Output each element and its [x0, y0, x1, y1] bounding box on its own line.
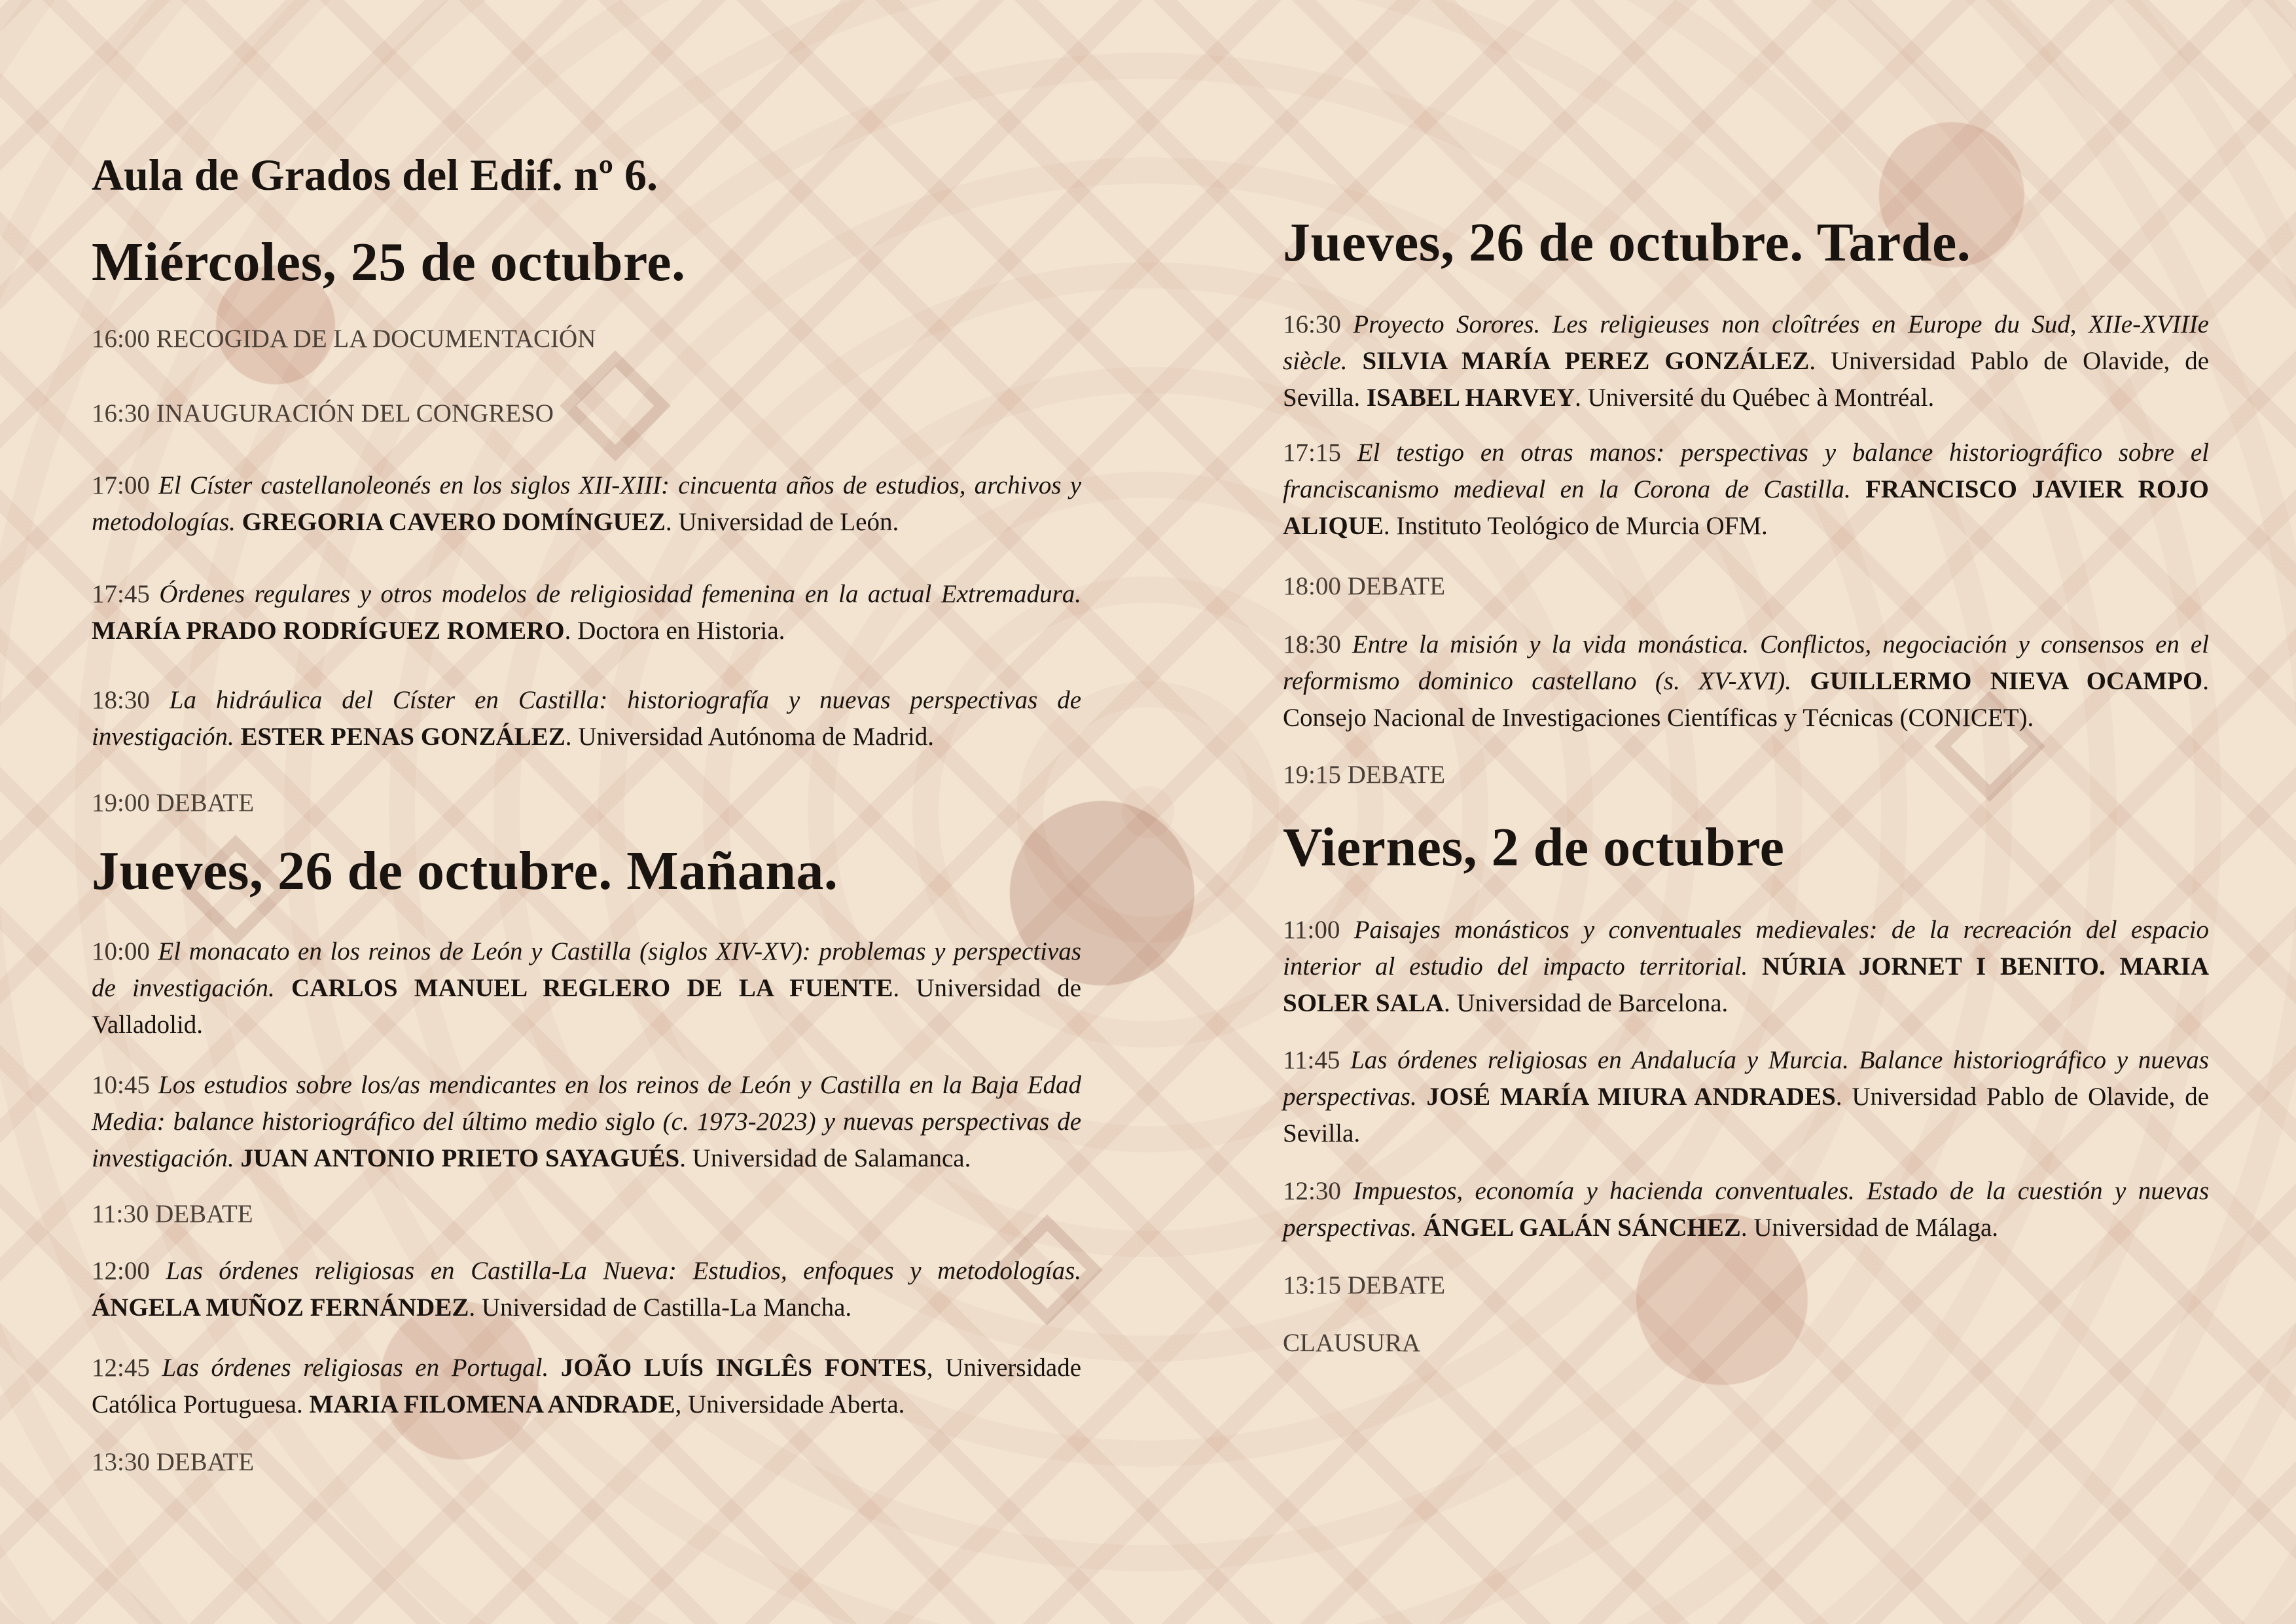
- speaker-name: MARIA SOLER SALA: [1283, 952, 2210, 1017]
- talk-time: 17:45: [92, 580, 150, 608]
- talk-title: Entre la misión y la vida monástica. Conflictos, negociación y consensos en el reformismo dominico castellano (s. XV-XVI).: [1283, 630, 2210, 695]
- talk-title: Las órdenes religiosas en Castilla-La Nueva: Estudios, enfoques y metodologías.: [166, 1257, 1081, 1285]
- talk-entry: [1283, 912, 2209, 1022]
- talk-entry: [92, 933, 1081, 1043]
- speaker-name: JUAN ANTONIO PRIETO SAYAGUÉS: [240, 1144, 680, 1172]
- talk-time: 16:30: [1283, 310, 1341, 338]
- talk-title: Impuestos, economía y hacienda conventuales. Estado de la cuestión y nuevas perspectivas.: [1283, 1177, 2210, 1242]
- talk-time: 18:30: [1283, 630, 1341, 659]
- speaker-name: CARLOS MANUEL REGLERO DE LA FUENTE: [291, 974, 893, 1002]
- speaker-name: NÚRIA JORNET I BENITO.: [1762, 952, 2106, 981]
- talk-title: Proyecto Sorores. Les religieuses non cloîtrées en Europe du Sud, XIIe-XVIIIe siècle.: [1283, 310, 2209, 375]
- talk-entry: [1283, 1173, 2209, 1246]
- speaker-affiliation: . Universidad de Barcelona.: [1444, 989, 1729, 1017]
- speaker-name: MARÍA PRADO RODRÍGUEZ ROMERO: [92, 617, 565, 645]
- talk-entry: [92, 467, 1081, 541]
- schedule-item: 18:00 DEBATE: [1283, 572, 1446, 600]
- speaker-name: ISABEL HARVEY: [1366, 384, 1575, 412]
- schedule-item: 11:30 DEBATE: [92, 1200, 253, 1228]
- speaker-affiliation: . Consejo Nacional de Investigaciones Científicas y Técnicas (CONICET).: [1283, 667, 2210, 732]
- talk-entry: [92, 576, 1081, 649]
- talk-time: 11:00: [1283, 916, 1340, 944]
- speaker-affiliation: , Universidade Aberta.: [675, 1390, 905, 1418]
- speaker-name: ÁNGEL GALÁN SÁNCHEZ: [1423, 1214, 1741, 1242]
- schedule-item: 13:30 DEBATE: [92, 1448, 255, 1476]
- talk-entry: [1283, 1042, 2209, 1152]
- talk-time: 18:30: [92, 686, 150, 714]
- speaker-name: GREGORIA CAVERO DOMÍNGUEZ: [242, 508, 666, 536]
- talk-time: 10:00: [92, 937, 150, 965]
- speaker-affiliation: . Doctora en Historia.: [564, 617, 785, 645]
- talk-entry: [1283, 306, 2209, 416]
- speaker-affiliation: . Universidad de León.: [665, 508, 899, 536]
- speaker-affiliation: . Universidad Pablo de Olavide, de Sevilla.: [1283, 347, 2210, 412]
- talk-title: El monacato en los reinos de León y Castilla (siglos XIV-XV): problemas y perspectivas de investigación.: [92, 937, 1081, 1002]
- schedule-item: 13:15 DEBATE: [1283, 1271, 1446, 1299]
- talk-title: La hidráulica del Císter en Castilla: historiografía y nuevas perspectivas de investigación.: [92, 686, 1082, 751]
- talk-entry: [92, 1067, 1081, 1177]
- talk-time: 12:45: [92, 1354, 150, 1382]
- talk-time: 12:30: [1283, 1177, 1341, 1205]
- talk-entry: [92, 1253, 1081, 1326]
- speaker-name: JOSÉ MARÍA MIURA ANDRADES: [1426, 1083, 1836, 1111]
- talk-title: El testigo en otras manos: perspectivas y balance historiográfico sobre el franciscanismo medieval en la Corona de Castilla.: [1283, 439, 2209, 503]
- talk-title: Paisajes monásticos y conventuales medievales: de la recreación del espacio interior al estudio del impacto territorial.: [1283, 916, 2210, 981]
- speaker-affiliation: . Universidad Pablo de Olavide, de Sevilla.: [1283, 1083, 2210, 1147]
- talk-entry: [92, 1350, 1081, 1423]
- day-title-miercoles: Miércoles, 25 de octubre.: [92, 232, 686, 293]
- talk-time: 17:15: [1283, 439, 1341, 467]
- talk-time: 17:00: [92, 471, 150, 499]
- talk-title: Las órdenes religiosas en Portugal.: [162, 1354, 549, 1382]
- speaker-affiliation: [2106, 952, 2120, 981]
- talk-entry: [1283, 435, 2209, 545]
- speaker-affiliation: . Universidad Autónoma de Madrid.: [565, 723, 934, 751]
- venue-heading: Aula de Grados del Edif. nº 6.: [92, 150, 658, 200]
- schedule-item: CLAUSURA: [1283, 1329, 1421, 1357]
- speaker-affiliation: . Universidad de Málaga.: [1740, 1214, 1999, 1242]
- talk-title: El Císter castellanoleonés en los siglos XII-XIII: cincuenta años de estudios, archivos y metodologías.: [92, 471, 1082, 536]
- speaker-affiliation: . Université du Québec à Montréal.: [1575, 384, 1935, 412]
- day-title-jueves-tarde: Jueves, 26 de octubre. Tarde.: [1283, 212, 1971, 273]
- schedule-item: 19:00 DEBATE: [92, 789, 255, 817]
- schedule-item: 19:15 DEBATE: [1283, 761, 1446, 789]
- speaker-name: MARIA FILOMENA ANDRADE: [309, 1390, 675, 1418]
- day-title-viernes: Viernes, 2 de octubre: [1283, 817, 1785, 878]
- speaker-name: FRANCISCO JAVIER ROJO ALIQUE: [1283, 475, 2210, 540]
- talk-time: 11:45: [1283, 1046, 1340, 1074]
- speaker-name: SILVIA MARÍA PEREZ GONZÁLEZ: [1362, 347, 1810, 375]
- talk-entry: [1283, 626, 2209, 736]
- day-title-jueves-manana: Jueves, 26 de octubre. Mañana.: [92, 840, 838, 901]
- schedule-item: 16:00 RECOGIDA DE LA DOCUMENTACIÓN: [92, 325, 596, 353]
- talk-entry: [92, 682, 1081, 755]
- speaker-affiliation: . Universidad de Castilla-La Mancha.: [469, 1293, 852, 1322]
- schedule-item: 16:30 INAUGURACIÓN DEL CONGRESO: [92, 399, 554, 427]
- speaker-name: ÁNGELA MUÑOZ FERNÁNDEZ: [92, 1293, 469, 1322]
- speaker-affiliation: . Instituto Teológico de Murcia OFM.: [1383, 512, 1768, 540]
- speaker-name: ESTER PENAS GONZÁLEZ: [240, 723, 565, 751]
- talk-title: Los estudios sobre los/as mendicantes en los reinos de León y Castilla en la Baja Edad Media: balance historiográfico del último medio siglo (c. 1973-2023) y nuevas perspectivas de investigación.: [92, 1071, 1082, 1172]
- speaker-name: GUILLERMO NIEVA OCAMPO: [1810, 667, 2203, 695]
- speaker-affiliation: . Universidad de Salamanca.: [679, 1144, 971, 1172]
- talk-time: 10:45: [92, 1071, 150, 1099]
- speaker-name: JOÃO LUÍS INGLÊS FONTES: [560, 1354, 927, 1382]
- speaker-affiliation: , Universidade Católica Portuguesa.: [92, 1354, 1082, 1418]
- talk-title: Las órdenes religiosas en Andalucía y Murcia. Balance historiográfico y nuevas perspectivas.: [1283, 1046, 2209, 1111]
- talk-time: 12:00: [92, 1257, 150, 1285]
- talk-title: Órdenes regulares y otros modelos de religiosidad femenina en la actual Extremadura.: [159, 580, 1081, 608]
- speaker-affiliation: . Universidad de Valladolid.: [92, 974, 1082, 1039]
